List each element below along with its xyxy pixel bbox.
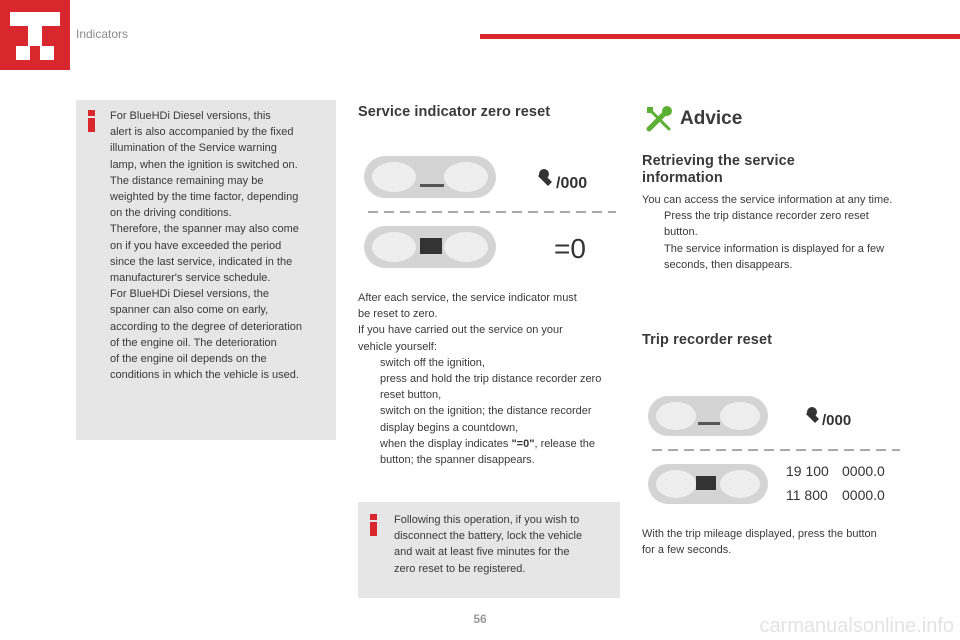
step-text-pre: when the display indicates bbox=[380, 437, 512, 450]
trip-reset-dashboard-illustration bbox=[642, 392, 904, 508]
step-item bbox=[358, 371, 622, 403]
trip-display-row2-b: 0000.0 bbox=[842, 487, 885, 503]
service-reset-dashboard-illustration bbox=[358, 150, 620, 272]
retrieving-intro: You can access the service information at any time. bbox=[642, 194, 893, 206]
info-box-battery bbox=[358, 502, 620, 598]
watermark: carmanualsonline.info bbox=[759, 615, 954, 637]
trip-display-top: /000 bbox=[822, 412, 852, 429]
retrieving-title: Retrieving the service information bbox=[642, 153, 795, 186]
info-text: Following this operation, if you wish to disconnect the battery, lock the vehicle and wait at least five minutes for the zero reset to be registered. bbox=[394, 514, 583, 575]
info-icon bbox=[366, 514, 382, 536]
step-text: switch off the ignition, bbox=[380, 356, 485, 369]
step-item bbox=[358, 355, 622, 371]
step-text-emphasis: "=0" bbox=[511, 437, 535, 450]
spanner-icon bbox=[538, 169, 552, 186]
step-text: Press the trip distance recorder zero reset button. The service information is displayed for a few seconds, then disappears. bbox=[664, 210, 885, 271]
trip-display-row1-a: 19 100 bbox=[786, 463, 829, 479]
info-icon bbox=[84, 110, 100, 132]
chapter-tab bbox=[0, 0, 70, 70]
info-text: For BlueHDi Diesel versions, this alert is also accompanied by the fixed illumination of the Service warning lamp, when the ignition is switched on. The distance remaining may be weighted by the time factor, depending on the driving conditions. Therefore, the spanner may also come on if you have exceeded the period since the last service, indicated in the manufacturer's service schedule. For BlueHDi Diesel versions, the spanner can also come on early, according to the degree of deterioration of the engine oil. The deterioration of the engine oil depends on the conditions in which the vehicle is used. bbox=[110, 110, 303, 382]
spanner-icon bbox=[806, 407, 819, 423]
info-box-bluehdi bbox=[76, 100, 336, 440]
trip-reset-instruction: With the trip mileage displayed, press the button for a few seconds. bbox=[642, 528, 877, 557]
trip-display-row2-a: 11 800 bbox=[786, 487, 828, 503]
chapter-tab-icon bbox=[0, 0, 70, 70]
step-item bbox=[358, 436, 622, 468]
service-display-bottom: =0 bbox=[554, 233, 586, 264]
service-reset-intro: After each service, the service indicator must be reset to zero. If you have carried out the service on your vehicle yourself: bbox=[358, 292, 577, 353]
step-item bbox=[642, 208, 902, 273]
section-title: Indicators bbox=[76, 27, 129, 41]
trip-display-row1-b: 0000.0 bbox=[842, 463, 885, 479]
service-reset-title: Service indicator zero reset bbox=[358, 104, 551, 120]
step-item bbox=[358, 403, 622, 435]
step-text: switch on the ignition; the distance recorder display begins a countdown, bbox=[380, 405, 592, 434]
trip-reset-title: Trip recorder reset bbox=[642, 332, 773, 348]
retrieving-instructions bbox=[642, 192, 902, 273]
step-text-post: , release the button; the spanner disappears. bbox=[380, 437, 595, 467]
spanner-screwdriver-icon bbox=[644, 104, 674, 134]
service-reset-instructions bbox=[358, 290, 622, 468]
step-text: press and hold the trip distance recorder zero reset button, bbox=[380, 373, 602, 402]
header-rule bbox=[480, 34, 960, 39]
advice-title: Advice bbox=[680, 108, 743, 129]
service-display-top: /000 bbox=[556, 175, 588, 192]
page-number: 56 bbox=[473, 612, 487, 626]
